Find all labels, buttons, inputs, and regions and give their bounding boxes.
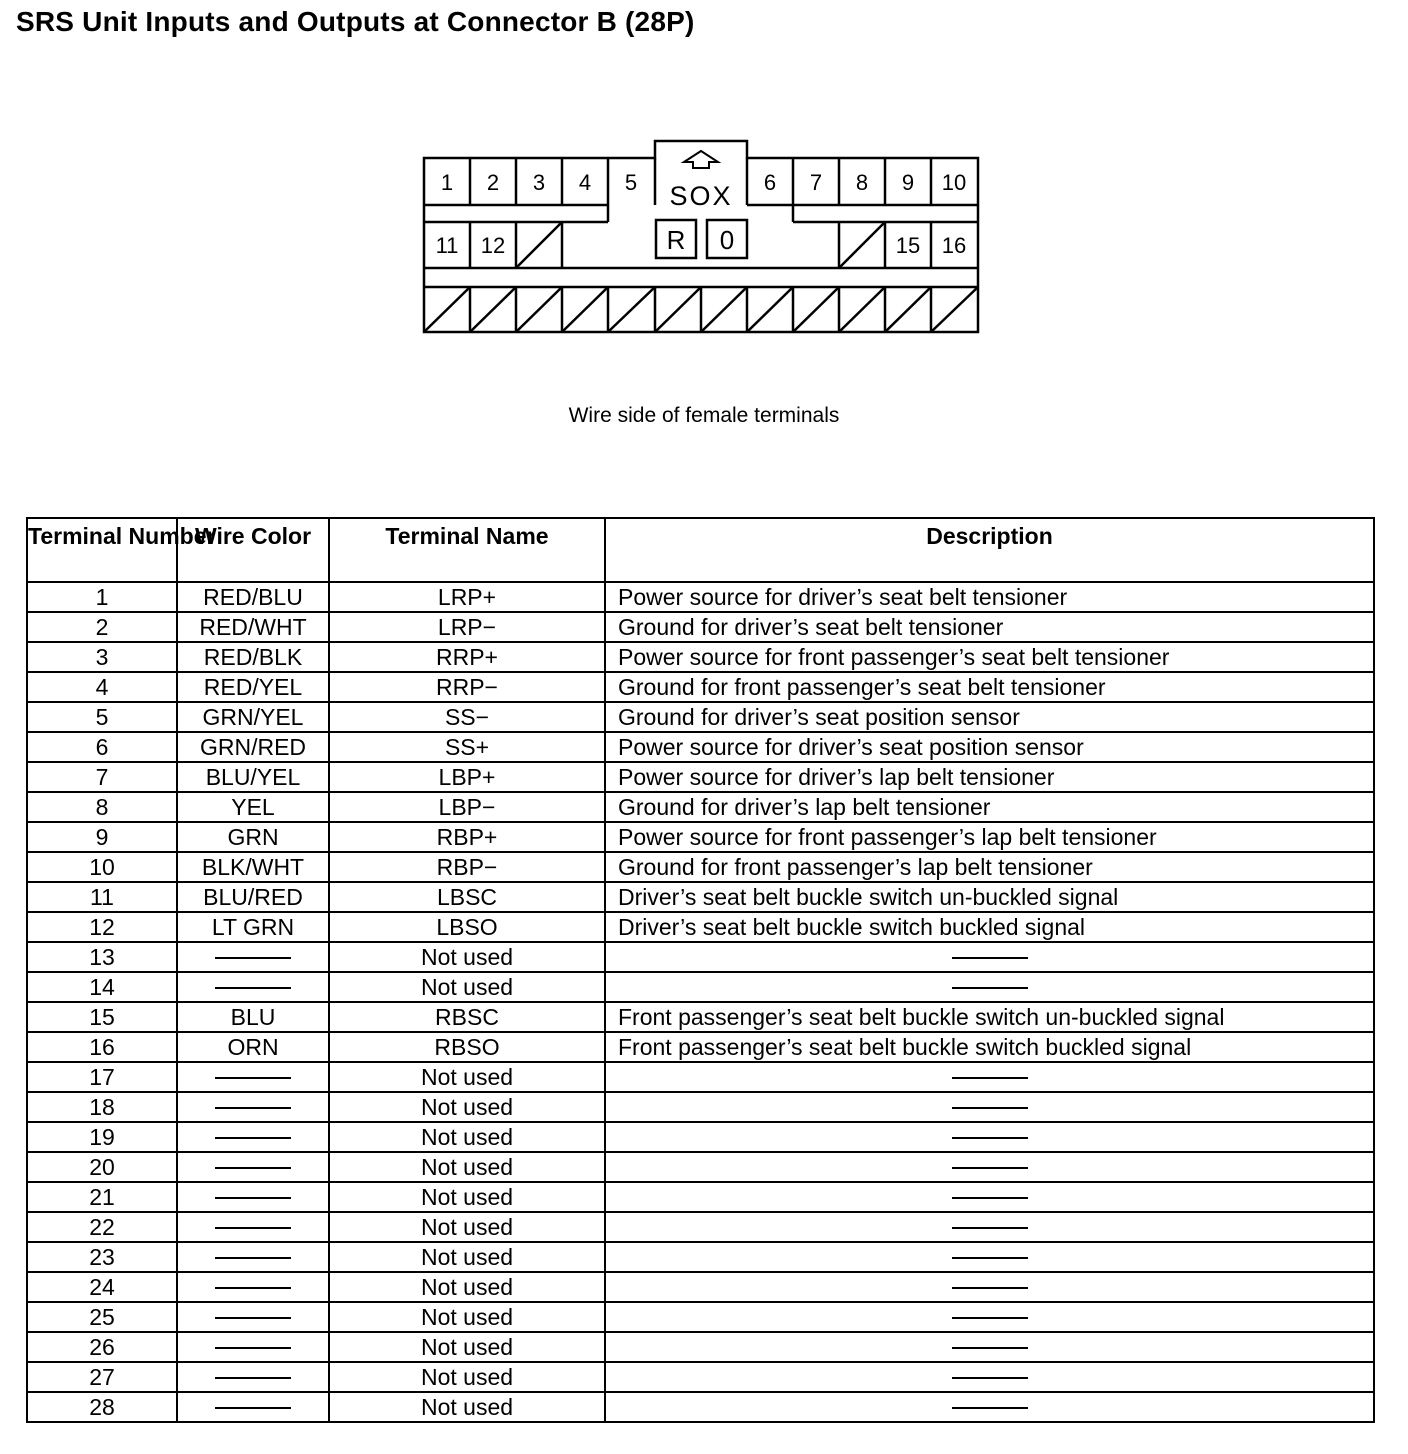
terminal-number-cell: 5 bbox=[27, 702, 177, 732]
terminal-number-cell: 28 bbox=[27, 1392, 177, 1422]
terminal-name-cell: Not used bbox=[329, 1392, 605, 1422]
pin-label-6: 6 bbox=[763, 170, 777, 195]
terminal-number-cell: 11 bbox=[27, 882, 177, 912]
table-row bbox=[27, 612, 1374, 642]
table-row bbox=[27, 1362, 1374, 1392]
pin-label-15: 15 bbox=[895, 233, 921, 258]
terminal-number-cell: 25 bbox=[27, 1302, 177, 1332]
connector-diagram bbox=[0, 0, 1408, 400]
description-cell: Driver’s seat belt buckle switch buckled signal bbox=[605, 912, 1374, 942]
terminal-number-cell: 16 bbox=[27, 1032, 177, 1062]
header-description: Description bbox=[605, 518, 1374, 582]
pin-label-1: 1 bbox=[440, 170, 454, 195]
description-cell: Front passenger’s seat belt buckle switch un-buckled signal bbox=[605, 1002, 1374, 1032]
table-row bbox=[27, 942, 1374, 972]
description-cell: Ground for driver’s lap belt tensioner bbox=[605, 792, 1374, 822]
header-wire-color: Wire Color bbox=[177, 518, 329, 582]
terminal-number-cell: 24 bbox=[27, 1272, 177, 1302]
terminal-table bbox=[26, 517, 1375, 1423]
key-label-0: 0 bbox=[719, 225, 735, 255]
empty-dash bbox=[952, 1317, 1028, 1319]
connector-sox-label: SOX bbox=[669, 181, 733, 211]
terminal-name-cell: Not used bbox=[329, 1062, 605, 1092]
empty-dash bbox=[215, 1317, 291, 1319]
wire-color-cell bbox=[177, 1152, 329, 1182]
terminal-number-cell: 1 bbox=[27, 582, 177, 612]
description-cell: Ground for front passenger’s seat belt tensioner bbox=[605, 672, 1374, 702]
wire-color-cell: BLK/WHT bbox=[177, 852, 329, 882]
terminal-name-cell: Not used bbox=[329, 1122, 605, 1152]
empty-dash bbox=[215, 1227, 291, 1229]
terminal-name-cell: Not used bbox=[329, 972, 605, 1002]
empty-dash bbox=[952, 957, 1028, 959]
wire-color-cell bbox=[177, 1182, 329, 1212]
wire-color-cell: RED/BLU bbox=[177, 582, 329, 612]
description-cell: Front passenger’s seat belt buckle switch buckled signal bbox=[605, 1032, 1374, 1062]
table-row bbox=[27, 822, 1374, 852]
terminal-number-cell: 9 bbox=[27, 822, 177, 852]
terminal-name-cell: LBSC bbox=[329, 882, 605, 912]
wire-color-cell bbox=[177, 972, 329, 1002]
empty-dash bbox=[952, 1257, 1028, 1259]
description-cell bbox=[605, 1182, 1374, 1212]
empty-dash bbox=[215, 1137, 291, 1139]
pin-label-8: 8 bbox=[855, 170, 869, 195]
table-row bbox=[27, 792, 1374, 822]
terminal-number-cell: 6 bbox=[27, 732, 177, 762]
empty-dash bbox=[952, 1227, 1028, 1229]
pin-label-7: 7 bbox=[809, 170, 823, 195]
pin-label-16: 16 bbox=[941, 233, 967, 258]
description-cell bbox=[605, 1302, 1374, 1332]
terminal-number-cell: 3 bbox=[27, 642, 177, 672]
wire-color-cell: RED/WHT bbox=[177, 612, 329, 642]
key-label-r: R bbox=[666, 225, 686, 255]
description-cell bbox=[605, 1332, 1374, 1362]
wire-color-cell: RED/YEL bbox=[177, 672, 329, 702]
empty-dash bbox=[952, 1377, 1028, 1379]
empty-dash bbox=[215, 1407, 291, 1409]
header-terminal-number: Terminal Number bbox=[27, 518, 177, 582]
table-header-row bbox=[27, 518, 1374, 582]
empty-dash bbox=[215, 1167, 291, 1169]
pin-label-2: 2 bbox=[486, 170, 500, 195]
empty-dash bbox=[952, 1407, 1028, 1409]
description-cell bbox=[605, 1242, 1374, 1272]
wire-color-cell bbox=[177, 1122, 329, 1152]
wire-color-cell bbox=[177, 942, 329, 972]
wire-color-cell bbox=[177, 1302, 329, 1332]
description-cell: Ground for driver’s seat position sensor bbox=[605, 702, 1374, 732]
description-cell: Power source for front passenger’s lap belt tensioner bbox=[605, 822, 1374, 852]
terminal-name-cell: Not used bbox=[329, 1332, 605, 1362]
table-row bbox=[27, 1182, 1374, 1212]
table-row bbox=[27, 912, 1374, 942]
table-row bbox=[27, 1092, 1374, 1122]
table-row bbox=[27, 1152, 1374, 1182]
description-cell bbox=[605, 1362, 1374, 1392]
table-row bbox=[27, 1242, 1374, 1272]
table-row bbox=[27, 1332, 1374, 1362]
table-row bbox=[27, 882, 1374, 912]
description-cell: Power source for driver’s lap belt tensioner bbox=[605, 762, 1374, 792]
terminal-number-cell: 17 bbox=[27, 1062, 177, 1092]
terminal-number-cell: 13 bbox=[27, 942, 177, 972]
terminal-name-cell: RRP+ bbox=[329, 642, 605, 672]
pin-label-4: 4 bbox=[578, 170, 592, 195]
description-cell bbox=[605, 972, 1374, 1002]
description-cell bbox=[605, 942, 1374, 972]
pin-label-10: 10 bbox=[941, 170, 967, 195]
table-row bbox=[27, 1002, 1374, 1032]
empty-dash bbox=[952, 1287, 1028, 1289]
empty-dash bbox=[215, 1377, 291, 1379]
wire-color-cell: GRN/YEL bbox=[177, 702, 329, 732]
terminal-name-cell: LBP+ bbox=[329, 762, 605, 792]
terminal-name-cell: RRP− bbox=[329, 672, 605, 702]
table-row bbox=[27, 1272, 1374, 1302]
terminal-name-cell: RBP− bbox=[329, 852, 605, 882]
terminal-number-cell: 22 bbox=[27, 1212, 177, 1242]
empty-dash bbox=[952, 1137, 1028, 1139]
terminal-number-cell: 21 bbox=[27, 1182, 177, 1212]
terminal-name-cell: RBP+ bbox=[329, 822, 605, 852]
empty-dash bbox=[215, 1107, 291, 1109]
terminal-name-cell: SS+ bbox=[329, 732, 605, 762]
description-cell bbox=[605, 1272, 1374, 1302]
terminal-number-cell: 4 bbox=[27, 672, 177, 702]
wire-color-cell bbox=[177, 1062, 329, 1092]
terminal-name-cell: Not used bbox=[329, 1272, 605, 1302]
empty-dash bbox=[952, 1167, 1028, 1169]
empty-dash bbox=[952, 1197, 1028, 1199]
table-row bbox=[27, 582, 1374, 612]
terminal-name-cell: Not used bbox=[329, 1182, 605, 1212]
table-row bbox=[27, 672, 1374, 702]
empty-dash bbox=[215, 1077, 291, 1079]
pin-label-3: 3 bbox=[532, 170, 546, 195]
empty-dash bbox=[215, 987, 291, 989]
pin-label-11: 11 bbox=[435, 233, 459, 258]
terminal-name-cell: RBSO bbox=[329, 1032, 605, 1062]
wire-color-cell bbox=[177, 1332, 329, 1362]
terminal-number-cell: 27 bbox=[27, 1362, 177, 1392]
terminal-name-cell: LBSO bbox=[329, 912, 605, 942]
wire-color-cell: LT GRN bbox=[177, 912, 329, 942]
terminal-name-cell: Not used bbox=[329, 1212, 605, 1242]
terminal-number-cell: 8 bbox=[27, 792, 177, 822]
terminal-name-cell: LRP+ bbox=[329, 582, 605, 612]
terminal-number-cell: 10 bbox=[27, 852, 177, 882]
empty-dash bbox=[215, 1257, 291, 1259]
wire-color-cell bbox=[177, 1362, 329, 1392]
terminal-name-cell: Not used bbox=[329, 1242, 605, 1272]
pin-label-9: 9 bbox=[901, 170, 915, 195]
table-row bbox=[27, 1302, 1374, 1332]
wire-color-cell bbox=[177, 1242, 329, 1272]
table-row bbox=[27, 702, 1374, 732]
terminal-number-cell: 19 bbox=[27, 1122, 177, 1152]
header-terminal-name: Terminal Name bbox=[329, 518, 605, 582]
table-row bbox=[27, 972, 1374, 1002]
terminal-name-cell: SS− bbox=[329, 702, 605, 732]
pin-label-12: 12 bbox=[480, 233, 506, 258]
description-cell: Ground for front passenger’s lap belt tensioner bbox=[605, 852, 1374, 882]
empty-dash bbox=[215, 1197, 291, 1199]
terminal-number-cell: 15 bbox=[27, 1002, 177, 1032]
terminal-name-cell: Not used bbox=[329, 1362, 605, 1392]
description-cell bbox=[605, 1392, 1374, 1422]
pin-label-5: 5 bbox=[624, 170, 638, 195]
terminal-number-cell: 23 bbox=[27, 1242, 177, 1272]
wire-color-cell bbox=[177, 1212, 329, 1242]
terminal-name-cell: LBP− bbox=[329, 792, 605, 822]
empty-dash bbox=[215, 957, 291, 959]
description-cell: Driver’s seat belt buckle switch un-buckled signal bbox=[605, 882, 1374, 912]
table-row bbox=[27, 1392, 1374, 1422]
empty-dash bbox=[215, 1287, 291, 1289]
terminal-number-cell: 14 bbox=[27, 972, 177, 1002]
table-row bbox=[27, 852, 1374, 882]
table-row bbox=[27, 1212, 1374, 1242]
description-cell: Power source for driver’s seat belt tensioner bbox=[605, 582, 1374, 612]
wire-color-cell: BLU/RED bbox=[177, 882, 329, 912]
terminal-number-cell: 7 bbox=[27, 762, 177, 792]
diagram-caption: Wire side of female terminals bbox=[568, 404, 840, 427]
description-cell bbox=[605, 1152, 1374, 1182]
description-cell bbox=[605, 1122, 1374, 1152]
page-title: SRS Unit Inputs and Outputs at Connector B (28P) bbox=[16, 6, 695, 37]
empty-dash bbox=[952, 1077, 1028, 1079]
description-cell: Ground for driver’s seat belt tensioner bbox=[605, 612, 1374, 642]
terminal-number-cell: 2 bbox=[27, 612, 177, 642]
table-row bbox=[27, 1062, 1374, 1092]
wire-color-cell: RED/BLK bbox=[177, 642, 329, 672]
terminal-name-cell: Not used bbox=[329, 1302, 605, 1332]
table-row bbox=[27, 1122, 1374, 1152]
wire-color-cell bbox=[177, 1092, 329, 1122]
wire-color-cell: BLU/YEL bbox=[177, 762, 329, 792]
wire-color-cell: BLU bbox=[177, 1002, 329, 1032]
wire-color-cell: ORN bbox=[177, 1032, 329, 1062]
terminal-number-cell: 18 bbox=[27, 1092, 177, 1122]
description-cell bbox=[605, 1062, 1374, 1092]
table-row bbox=[27, 642, 1374, 672]
description-cell: Power source for driver’s seat position sensor bbox=[605, 732, 1374, 762]
terminal-name-cell: RBSC bbox=[329, 1002, 605, 1032]
wire-color-cell: GRN/RED bbox=[177, 732, 329, 762]
terminal-name-cell: LRP− bbox=[329, 612, 605, 642]
description-cell bbox=[605, 1092, 1374, 1122]
wire-color-cell bbox=[177, 1392, 329, 1422]
terminal-name-cell: Not used bbox=[329, 1152, 605, 1182]
table-row bbox=[27, 1032, 1374, 1062]
wire-color-cell: YEL bbox=[177, 792, 329, 822]
empty-dash bbox=[952, 1347, 1028, 1349]
wire-color-cell: GRN bbox=[177, 822, 329, 852]
description-cell: Power source for front passenger’s seat belt tensioner bbox=[605, 642, 1374, 672]
terminal-number-cell: 26 bbox=[27, 1332, 177, 1362]
terminal-number-cell: 12 bbox=[27, 912, 177, 942]
table-row bbox=[27, 762, 1374, 792]
wire-color-cell bbox=[177, 1272, 329, 1302]
description-cell bbox=[605, 1212, 1374, 1242]
empty-dash bbox=[215, 1347, 291, 1349]
empty-dash bbox=[952, 987, 1028, 989]
terminal-name-cell: Not used bbox=[329, 1092, 605, 1122]
empty-dash bbox=[952, 1107, 1028, 1109]
terminal-name-cell: Not used bbox=[329, 942, 605, 972]
up-arrow-icon bbox=[684, 151, 718, 168]
terminal-number-cell: 20 bbox=[27, 1152, 177, 1182]
table-row bbox=[27, 732, 1374, 762]
